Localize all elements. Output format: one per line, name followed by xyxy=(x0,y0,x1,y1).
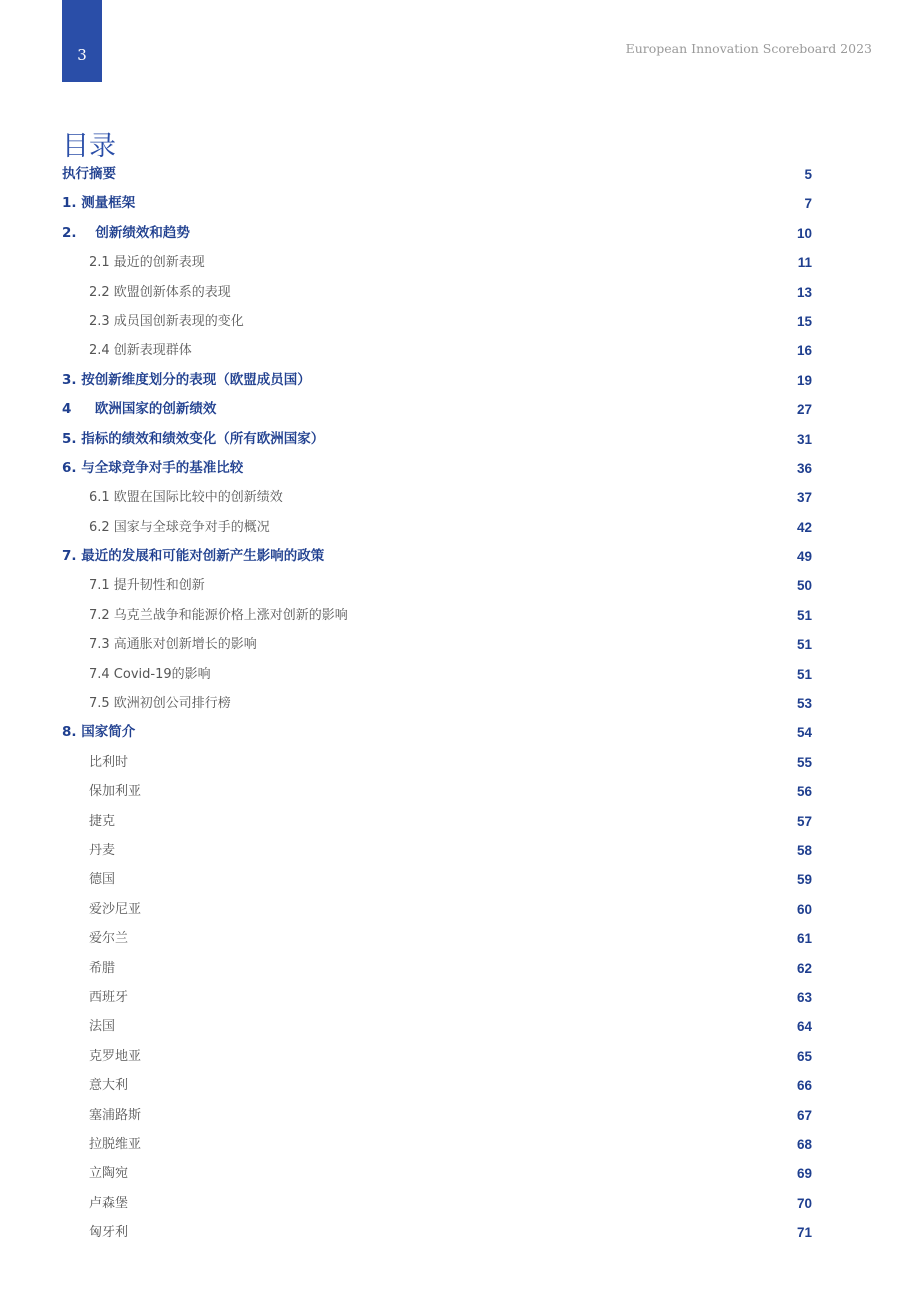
toc-entry-label: 塞浦路斯 xyxy=(89,1107,142,1123)
toc-entry-page-number: 68 xyxy=(796,1136,812,1152)
toc-entry-page-number: 62 xyxy=(796,960,812,976)
toc-entry-label: 拉脱维亚 xyxy=(89,1136,142,1152)
toc-entry-label: 7.4 Covid-19的影响 xyxy=(89,666,211,682)
toc-entry-section[interactable] xyxy=(62,748,812,777)
toc-entry-label: 6.2 国家与全球竞争对手的概况 xyxy=(89,519,270,535)
toc-entry-section[interactable] xyxy=(62,1130,812,1159)
toc-entry-page-number: 51 xyxy=(796,666,812,682)
toc-entry-label: 7.5 欧洲初创公司排行榜 xyxy=(89,696,231,712)
toc-entry-page-number: 11 xyxy=(797,255,812,271)
toc-entry-section[interactable] xyxy=(62,307,812,336)
toc-entry-section[interactable] xyxy=(62,660,812,689)
toc-entry-label: 意大利 xyxy=(89,1078,129,1094)
toc-entry-page-number: 64 xyxy=(796,1019,812,1035)
toc-entry-page-number: 55 xyxy=(796,754,812,770)
toc-entry-label: 匈牙利 xyxy=(89,1225,129,1241)
toc-entry-page-number: 63 xyxy=(796,989,812,1005)
toc-entry-page-number: 58 xyxy=(796,842,812,858)
toc-entry-section[interactable] xyxy=(62,278,812,307)
toc-entry-label: 7.1 提升韧性和创新 xyxy=(89,578,205,594)
toc-entry-section[interactable] xyxy=(62,983,812,1012)
toc-entry-label: 爱沙尼亚 xyxy=(89,901,142,917)
toc-entry-label: 卢森堡 xyxy=(89,1195,129,1211)
toc-entry-label: 丹麦 xyxy=(89,842,116,858)
toc-entry-page-number: 31 xyxy=(796,431,812,447)
toc-entry-page-number: 16 xyxy=(796,343,812,359)
toc-entry-section[interactable] xyxy=(62,1218,812,1247)
toc-entry-page-number: 42 xyxy=(796,519,812,535)
table-of-contents xyxy=(62,160,812,1247)
toc-entry-section[interactable] xyxy=(62,336,812,365)
toc-entry-label: 法国 xyxy=(89,1019,116,1035)
toc-entry-page-number: 66 xyxy=(796,1078,812,1094)
toc-entry-label: 2.3 成员国创新表现的变化 xyxy=(89,313,244,329)
toc-entry-label: 2.1 最近的创新表现 xyxy=(89,255,205,271)
toc-entry-page-number: 61 xyxy=(796,931,812,947)
toc-entry-section[interactable] xyxy=(62,248,812,277)
toc-entry-label: 立陶宛 xyxy=(89,1166,129,1182)
toc-entry-section[interactable] xyxy=(62,483,812,512)
toc-entry-page-number: 49 xyxy=(796,549,812,565)
toc-entry-page-number: 15 xyxy=(796,313,812,329)
toc-entry-label: 2.4 创新表现群体 xyxy=(89,343,192,359)
toc-entry-label: 8. 国家简介 xyxy=(62,724,136,741)
toc-entry-label: 7.2 乌克兰战争和能源价格上涨对创新的影响 xyxy=(89,607,348,623)
toc-entry-section[interactable] xyxy=(62,924,812,953)
toc-entry-page-number: 50 xyxy=(796,578,812,594)
toc-entry-section[interactable] xyxy=(62,689,812,718)
toc-entry-chapter[interactable] xyxy=(62,366,812,395)
toc-entry-page-number: 67 xyxy=(796,1107,812,1123)
page-number-tab xyxy=(62,0,102,82)
toc-entry-page-number: 27 xyxy=(796,402,812,418)
toc-entry-section[interactable] xyxy=(62,1189,812,1218)
toc-entry-section[interactable] xyxy=(62,777,812,806)
toc-entry-page-number: 59 xyxy=(796,872,812,888)
toc-entry-page-number: 36 xyxy=(796,460,812,476)
toc-entry-label: 西班牙 xyxy=(89,989,129,1005)
toc-entry-section[interactable] xyxy=(62,807,812,836)
toc-heading: 目录 xyxy=(62,131,116,162)
toc-entry-section[interactable] xyxy=(62,513,812,542)
toc-entry-page-number: 65 xyxy=(796,1048,812,1064)
toc-entry-section[interactable] xyxy=(62,1012,812,1041)
toc-entry-chapter[interactable] xyxy=(62,454,812,483)
toc-entry-page-number: 37 xyxy=(796,490,812,506)
toc-entry-chapter[interactable] xyxy=(62,718,812,747)
toc-entry-label: 1. 测量框架 xyxy=(62,195,136,212)
toc-entry-chapter[interactable] xyxy=(62,160,812,189)
toc-entry-page-number: 10 xyxy=(796,225,812,241)
toc-entry-page-number: 56 xyxy=(796,784,812,800)
toc-entry-section[interactable] xyxy=(62,1071,812,1100)
toc-entry-chapter[interactable] xyxy=(62,189,812,218)
toc-entry-section[interactable] xyxy=(62,895,812,924)
toc-entry-chapter[interactable] xyxy=(62,395,812,424)
toc-entry-label: 5. 指标的绩效和绩效变化（所有欧洲国家） xyxy=(62,430,325,447)
toc-entry-label: 捷克 xyxy=(89,813,116,829)
toc-entry-label: 保加利亚 xyxy=(89,784,142,800)
toc-entry-page-number: 19 xyxy=(796,372,812,388)
toc-entry-chapter[interactable] xyxy=(62,219,812,248)
toc-entry-page-number: 51 xyxy=(796,607,812,623)
toc-entry-section[interactable] xyxy=(62,865,812,894)
toc-entry-page-number: 54 xyxy=(796,725,812,741)
toc-entry-label: 爱尔兰 xyxy=(89,931,129,947)
toc-entry-label: 6.1 欧盟在国际比较中的创新绩效 xyxy=(89,490,283,506)
toc-entry-page-number: 70 xyxy=(796,1195,812,1211)
toc-entry-page-number: 13 xyxy=(796,284,812,300)
toc-entry-page-number: 71 xyxy=(796,1225,812,1241)
toc-entry-chapter[interactable] xyxy=(62,425,812,454)
toc-entry-label: 2.2 欧盟创新体系的表现 xyxy=(89,284,231,300)
toc-entry-label: 比利时 xyxy=(89,754,129,770)
toc-entry-label: 希腊 xyxy=(89,960,116,976)
toc-entry-section[interactable] xyxy=(62,571,812,600)
toc-entry-label: 6. 与全球竞争对手的基准比较 xyxy=(62,459,244,476)
toc-entry-page-number: 7 xyxy=(804,196,812,212)
toc-entry-section[interactable] xyxy=(62,954,812,983)
toc-entry-page-number: 5 xyxy=(804,167,812,182)
page-number: 3 xyxy=(77,46,87,64)
toc-entry-label: 4 欧洲国家的创新绩效 xyxy=(62,401,217,418)
toc-entry-page-number: 69 xyxy=(796,1166,812,1182)
toc-entry-label: 3. 按创新维度划分的表现（欧盟成员国） xyxy=(62,371,311,388)
toc-entry-section[interactable] xyxy=(62,1101,812,1130)
toc-entry-page-number: 51 xyxy=(796,637,812,653)
toc-entry-section[interactable] xyxy=(62,1159,812,1188)
toc-entry-page-number: 60 xyxy=(796,901,812,917)
toc-entry-label: 7. 最近的发展和可能对创新产生影响的政策 xyxy=(62,548,325,565)
toc-entry-section[interactable] xyxy=(62,1042,812,1071)
toc-entry-label: 执行摘要 xyxy=(62,166,116,182)
toc-entry-chapter[interactable] xyxy=(62,542,812,571)
toc-entry-label: 7.3 高通胀对创新增长的影响 xyxy=(89,637,257,653)
document-title: European Innovation Scoreboard 2023 xyxy=(625,41,872,56)
toc-entry-label: 克罗地亚 xyxy=(89,1048,142,1064)
toc-entry-label: 2. 创新绩效和趋势 xyxy=(62,224,190,241)
toc-entry-page-number: 53 xyxy=(796,696,812,712)
toc-entry-section[interactable] xyxy=(62,836,812,865)
toc-entry-label: 德国 xyxy=(89,872,116,888)
toc-entry-page-number: 57 xyxy=(796,813,812,829)
toc-entry-section[interactable] xyxy=(62,601,812,630)
toc-entry-section[interactable] xyxy=(62,630,812,659)
